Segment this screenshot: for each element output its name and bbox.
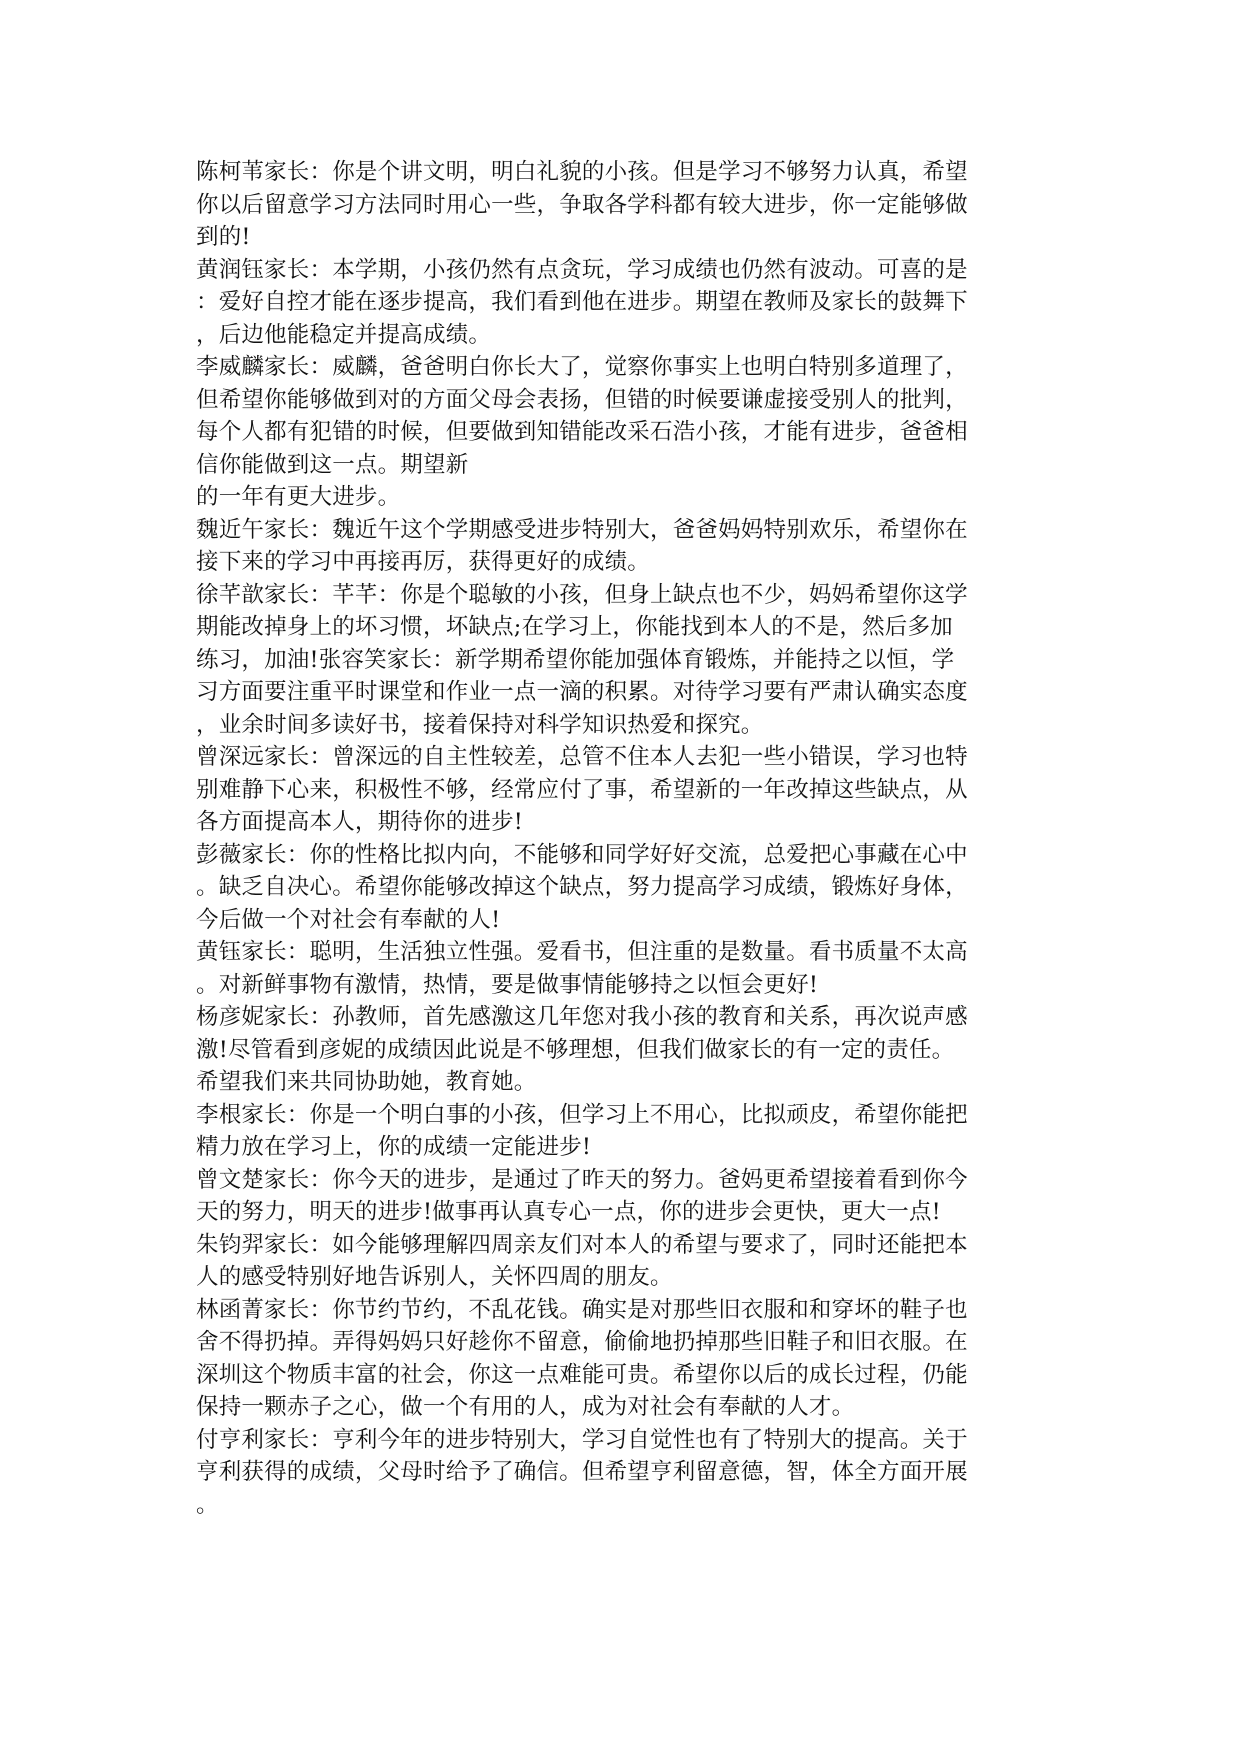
comment-paragraph-wei-jinwu: 魏近午家长：魏近午这个学期感受进步特别大，爸爸妈妈特别欢乐，希望你在 接下来的学习中再接再厉，获得更好的成绩。 xyxy=(196,516,968,575)
comment-paragraph-lin-hanjing: 林函菁家长：你节约节约，不乱花钱。确实是对那些旧衣服和和穿坏的鞋子也 舍不得扔掉。弄得妈妈只好趁你不留意，偷偷地扔掉那些旧鞋子和旧衣服。在 深圳这个物质丰富的社会，你这一点难能可贵。希望你以后的成长过程，仍能 保持一颗赤子之心，做一个有用的人，成为对社会有奉献的人才。 xyxy=(196,1296,968,1420)
comment-paragraph-zeng-shenyuan: 曾深远家长：曾深远的自主性较差，总管不住本人去犯一些小错误，学习也特 别难静下心来，积极性不够，经常应付了事，希望新的一年改掉这些缺点，从 各方面提高本人，期待你的进步! xyxy=(196,744,968,835)
comment-paragraph-li-weilin: 李威麟家长：威麟，爸爸明白你长大了，觉察你事实上也明白特别多道理了， 但希望你能够做到对的方面父母会表扬，但错的时候要谦虚接受别人的批判， 每个人都有犯错的时候，但要做到知错能改采石浩小孩，才能有进步，爸爸相 信你能做到这一点。期望新 的一年有更大进步。 xyxy=(196,354,968,510)
document-page xyxy=(196,156,1046,1521)
comment-paragraph-chen-kewei: 陈柯苇家长：你是个讲文明，明白礼貌的小孩。但是学习不够努力认真，希望 你以后留意学习方法同时用心一些，争取各学科都有较大进步，你一定能够做 到的! xyxy=(196,159,968,250)
comment-paragraph-zeng-wenchu: 曾文楚家长：你今天的进步，是通过了昨天的努力。爸妈更希望接着看到你今 天的努力，明天的进步!做事再认真专心一点，你的进步会更快，更大一点! xyxy=(196,1166,968,1225)
comment-paragraph-xu-qianxin: 徐芊歆家长：芊芊：你是个聪敏的小孩，但身上缺点也不少，妈妈希望你这学 期能改掉身上的坏习惯，坏缺点;在学习上，你能找到本人的不是，然后多加 练习，加油!张容笑家长：新学期希望你能加强体育锻炼，并能持之以恒，学 习方面要注重平时课堂和作业一点一滴的积累。对待学习要有严肃认确实态度 ，业余时间多读好书，接着保持对科学知识热爱和探究。 xyxy=(196,581,968,738)
comment-paragraph-huang-yu: 黄钰家长：聪明，生活独立性强。爱看书，但注重的是数量。看书质量不太高 。对新鲜事物有激情，热情，要是做事情能够持之以恒会更好! xyxy=(196,939,968,998)
comment-paragraph-peng-wei: 彭薇家长：你的性格比拟内向，不能够和同学好好交流，总爱把心事藏在心中 。缺乏自决心。希望你能够改掉这个缺点，努力提高学习成绩，锻炼好身体， 今后做一个对社会有奉献的人! xyxy=(196,841,968,933)
comment-paragraph-fu-hengli: 付亨利家长：亨利今年的进步特别大，学习自觉性也有了特别大的提高。关于 亨利获得的成绩，父母时给予了确信。但希望亨利留意德，智，体全方面开展 。 xyxy=(196,1426,968,1518)
comment-paragraph-huang-runyu: 黄润钰家长：本学期，小孩仍然有点贪玩，学习成绩也仍然有波动。可喜的是 ：爱好自控才能在逐步提高，我们看到他在进步。期望在教师及家长的鼓舞下 ，后边他能稳定并提高成绩。 xyxy=(196,256,968,348)
comment-paragraph-zhu-junyi: 朱钧羿家长：如今能够理解四周亲友们对本人的希望与要求了，同时还能把本 人的感受特别好地告诉别人，关怀四周的朋友。 xyxy=(196,1231,968,1290)
comment-paragraph-yang-yanni: 杨彦妮家长：孙教师，首先感激这几年您对我小孩的教育和关系，再次说声感 激!尽管看到彦妮的成绩因此说是不够理想，但我们做家长的有一定的责任。 希望我们来共同协助她，教育她。 xyxy=(196,1004,968,1095)
comment-paragraph-li-gen: 李根家长：你是一个明白事的小孩，但学习上不用心，比拟顽皮，希望你能把 精力放在学习上，你的成绩一定能进步! xyxy=(196,1101,968,1160)
